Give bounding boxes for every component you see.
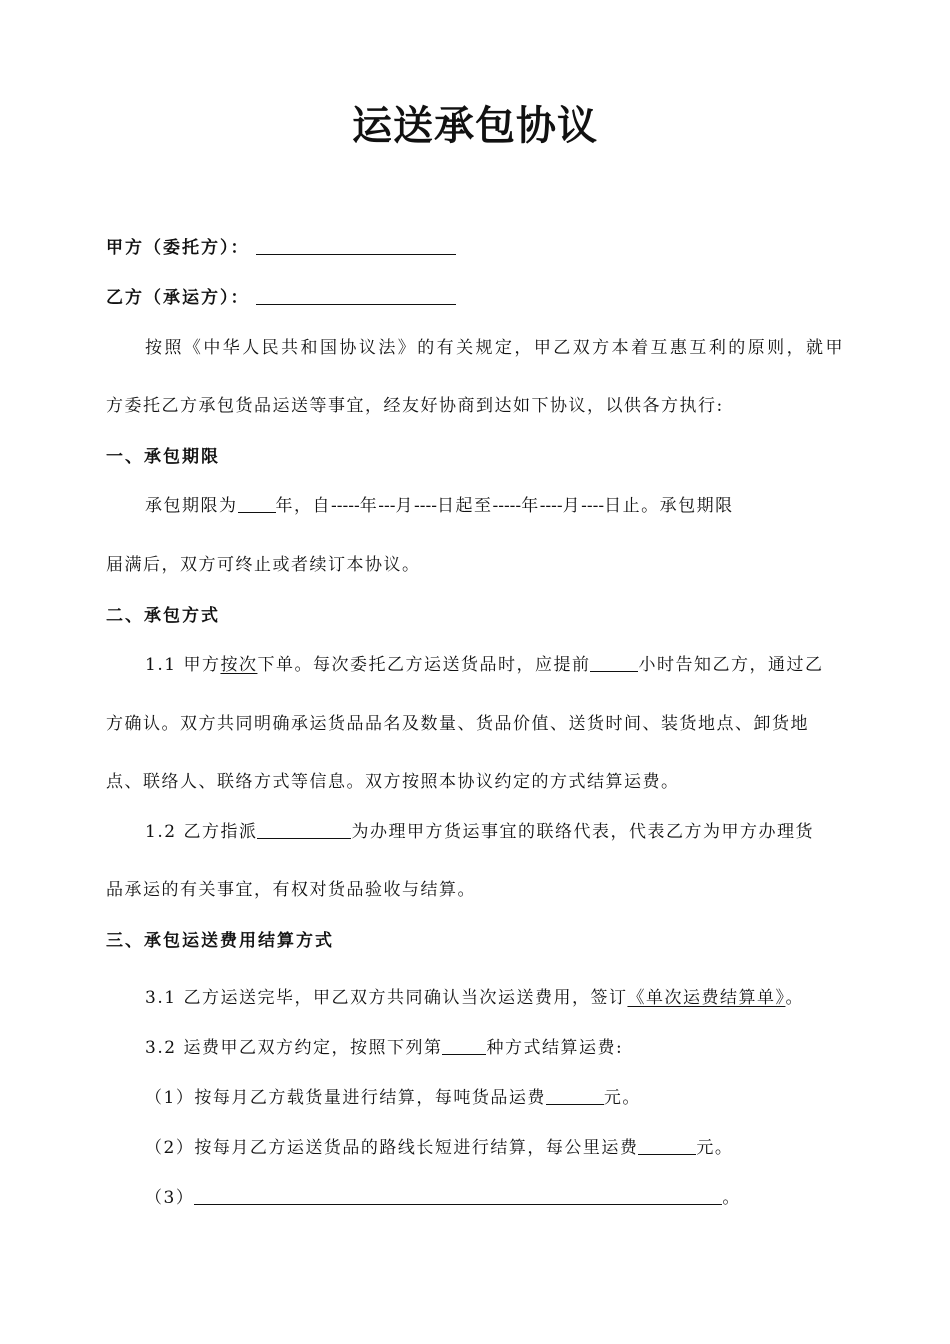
liaison-rep-blank[interactable] — [257, 821, 351, 839]
per-km-fee-blank[interactable] — [638, 1137, 696, 1155]
clause-3-2 — [145, 1036, 623, 1060]
section-2-heading: 二、承包方式 — [106, 606, 220, 626]
order-mode-text: 按次 — [220, 655, 258, 675]
section-1-heading: 一、承包期限 — [106, 447, 220, 467]
term-text: 日起至 — [436, 496, 493, 516]
party-b-line — [106, 286, 456, 310]
party-b-label: 乙方（承运方）： — [106, 288, 250, 308]
clause-text: 1.1 甲方 — [145, 655, 221, 675]
clause-text: 下单。每次委托乙方运送货品时，应提前 — [257, 655, 591, 675]
clause-text: 。 — [785, 988, 804, 1008]
start-day-blank[interactable]: ---- — [413, 496, 437, 516]
term-text: 年 — [521, 496, 540, 516]
method-number-blank[interactable] — [442, 1037, 486, 1055]
party-a-label: 甲方（委托方）： — [106, 238, 250, 258]
option-text: 元。 — [696, 1138, 734, 1158]
settlement-form-link[interactable]: 《单次运费结算单》 — [627, 988, 786, 1008]
document-title: 运送承包协议 — [352, 103, 598, 149]
term-line-2: 届满后，双方可终止或者续订本协议。 — [106, 555, 421, 575]
section-3-heading: 三、承包运送费用结算方式 — [106, 931, 334, 951]
end-month-blank[interactable]: ---- — [539, 496, 563, 516]
term-text: 月 — [395, 496, 414, 516]
clause-text: 1.2 乙方指派 — [145, 822, 258, 842]
term-text: 日止。承包期限 — [604, 496, 734, 516]
per-ton-fee-blank[interactable] — [546, 1087, 604, 1105]
term-text: 承包期限为 — [145, 496, 238, 516]
option-1 — [145, 1086, 641, 1110]
term-text: 月 — [562, 496, 582, 516]
other-method-blank[interactable] — [194, 1187, 722, 1205]
option-text: 元。 — [603, 1088, 641, 1108]
clause-text: 小时告知乙方，通过乙 — [638, 655, 824, 675]
option-text: （2）按每月乙方运送货品的路线长短进行结算，每公里运费 — [145, 1138, 639, 1158]
intro-line-1: 按照《中华人民共和国协议法》的有关规定，甲乙双方本着互惠互利的原则，就甲 — [145, 338, 844, 358]
option-text: 。 — [722, 1188, 741, 1208]
notice-hours-blank[interactable] — [590, 654, 638, 672]
clause-3-1 — [145, 986, 804, 1010]
party-a-blank[interactable] — [256, 237, 456, 255]
start-month-blank[interactable]: --- — [378, 496, 396, 516]
option-2 — [145, 1136, 733, 1160]
clause-1-1-line-1 — [145, 653, 823, 677]
party-b-blank[interactable] — [256, 287, 456, 305]
party-a-line — [106, 236, 456, 260]
clause-1-2-line-2: 品承运的有关事宜，有权对货品验收与结算。 — [106, 880, 476, 900]
end-year-blank[interactable]: ----- — [492, 496, 522, 516]
clause-text: 3.1 乙方运送完毕，甲乙双方共同确认当次运送费用，签订 — [145, 988, 628, 1008]
term-years-blank[interactable] — [238, 495, 276, 513]
term-text: 年，自 — [275, 496, 331, 516]
clause-1-1-line-3: 点、联络人、联络方式等信息。双方按照本协议约定的方式结算运费。 — [106, 772, 680, 792]
option-3 — [145, 1186, 741, 1210]
clause-text: 为办理甲方货运事宜的联络代表，代表乙方为甲方办理货 — [351, 822, 814, 842]
option-text: （1）按每月乙方载货量进行结算，每吨货品运费 — [145, 1088, 546, 1108]
term-text: 年 — [359, 496, 379, 516]
clause-1-1-line-2: 方确认。双方共同明确承运货品品名及数量、货品价值、送货时间、装货地点、卸货地 — [106, 714, 809, 734]
clause-1-2-line-1 — [145, 820, 814, 844]
start-year-blank[interactable]: ----- — [331, 496, 360, 516]
end-day-blank[interactable]: ---- — [581, 496, 605, 516]
clause-text: 种方式结算运费: — [486, 1038, 624, 1058]
intro-line-2: 方委托乙方承包货品运送等事宜，经友好协商到达如下协议，以供各方执行: — [106, 396, 724, 416]
option-text: （3） — [145, 1188, 195, 1208]
clause-text: 3.2 运费甲乙双方约定，按照下列第 — [145, 1038, 443, 1058]
term-line-1 — [145, 494, 734, 518]
